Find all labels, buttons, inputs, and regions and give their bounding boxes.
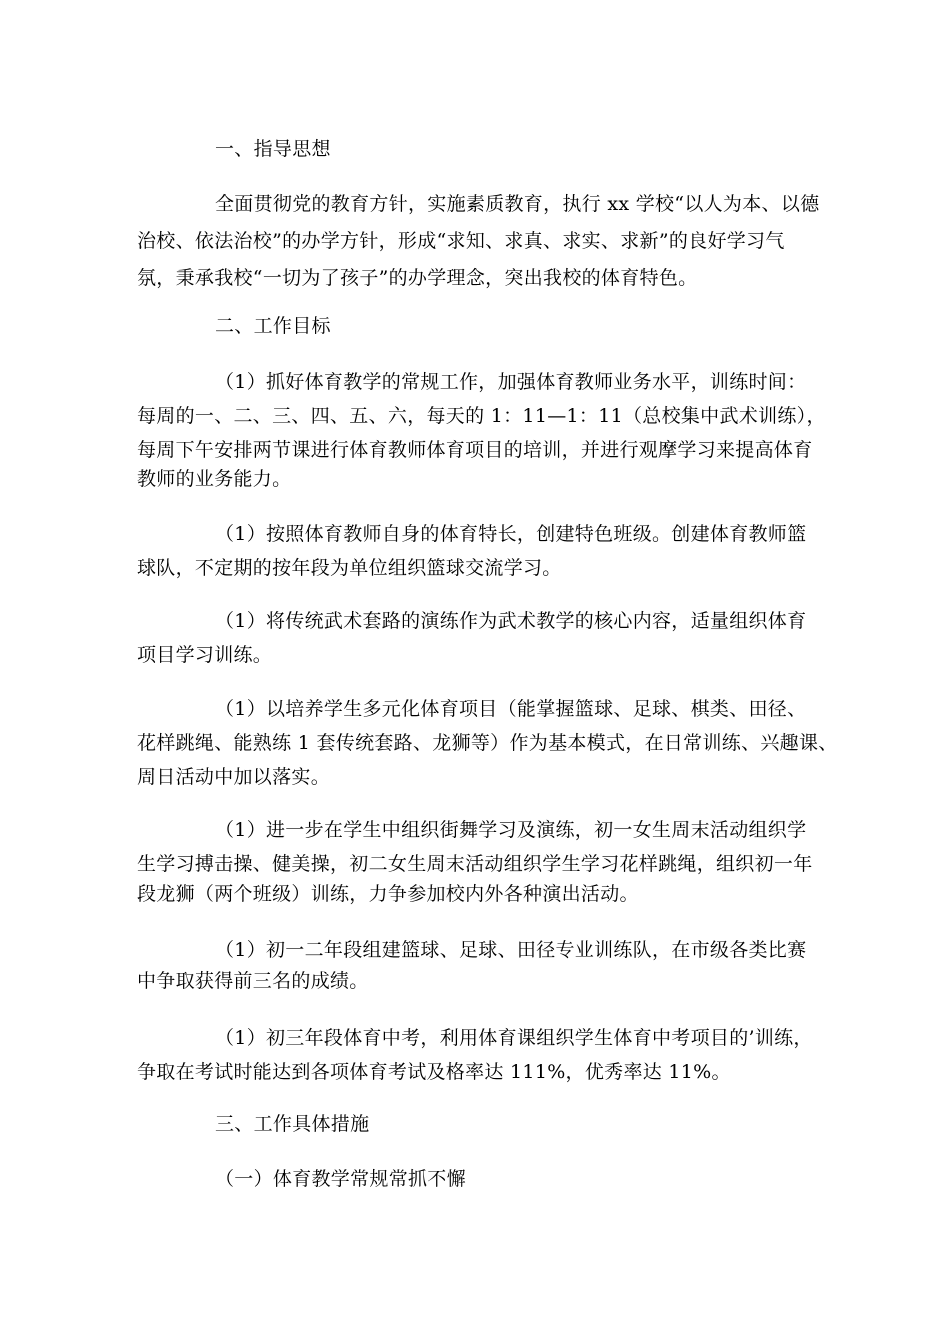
paragraph-line: 项目学习训练。 (137, 644, 273, 666)
paragraph-line: 争取在考试时能达到各项体育考试及格率达 111%，优秀率达 11%。 (137, 1061, 731, 1083)
paragraph-line: （1）将传统武术套路的演练作为武术教学的核心内容，适量组织体育 (215, 610, 807, 632)
paragraph-line: 全面贯彻党的教育方针，实施素质教育，执行 xx 学校“以人为本、以德 (215, 193, 820, 215)
paragraph-line: （1）初一二年段组建篮球、足球、田径专业训练队，在市级各类比赛 (215, 939, 807, 961)
heading-work-goals: 二、工作目标 (215, 315, 331, 337)
paragraph-line: 每周的一、二、三、四、五、六，每天的 1：11—1：11（总校集中武术训练）， (137, 405, 826, 427)
paragraph-line: 中争取获得前三名的成绩。 (137, 970, 369, 992)
paragraph-line: 治校、依法治校”的办学方针，形成“求知、求真、求实、求新”的良好学习气 (137, 230, 785, 252)
heading-guiding-ideology: 一、指导思想 (215, 138, 331, 160)
paragraph-line: （1）按照体育教师自身的体育特长，创建特色班级。创建体育教师篮 (215, 523, 807, 545)
heading-work-measures: 三、工作具体措施 (215, 1113, 370, 1135)
paragraph-line: （1）抓好体育教学的常规工作，加强体育教师业务水平，训练时间： (215, 371, 807, 393)
paragraph-line: 球队，不定期的按年段为单位组织篮球交流学习。 (137, 557, 562, 579)
paragraph-line: （1）进一步在学生中组织街舞学习及演练，初一女生周末活动组织学 (215, 819, 807, 841)
paragraph-line: 段龙狮（两个班级）训练，力争参加校内外各种演出活动。 (137, 883, 639, 905)
paragraph-line: 生学习搏击操、健美操，初二女生周末活动组织学生学习花样跳绳，组织初一年 (137, 853, 813, 875)
paragraph-line: 氛，秉承我校“一切为了孩子”的办学理念，突出我校的体育特色。 (137, 267, 698, 289)
paragraph-line: （1）以培养学生多元化体育项目（能掌握篮球、足球、棋类、田径、 (215, 698, 807, 720)
paragraph-line: 花样跳绳、能熟练 1 套传统套路、龙狮等）作为基本模式，在日常训练、兴趣课、 (137, 732, 838, 754)
paragraph-line: （1）初三年段体育中考，利用体育课组织学生体育中考项目的’训练， (215, 1027, 813, 1049)
subheading-routine-teaching: （一）体育教学常规常抓不懈 (215, 1168, 466, 1190)
paragraph-line: 周日活动中加以落实。 (137, 766, 331, 788)
paragraph-line: 教师的业务能力。 (137, 468, 292, 490)
paragraph-line: 每周下午安排两节课进行体育教师体育项目的培训，并进行观摩学习来提高体育 (137, 439, 813, 461)
